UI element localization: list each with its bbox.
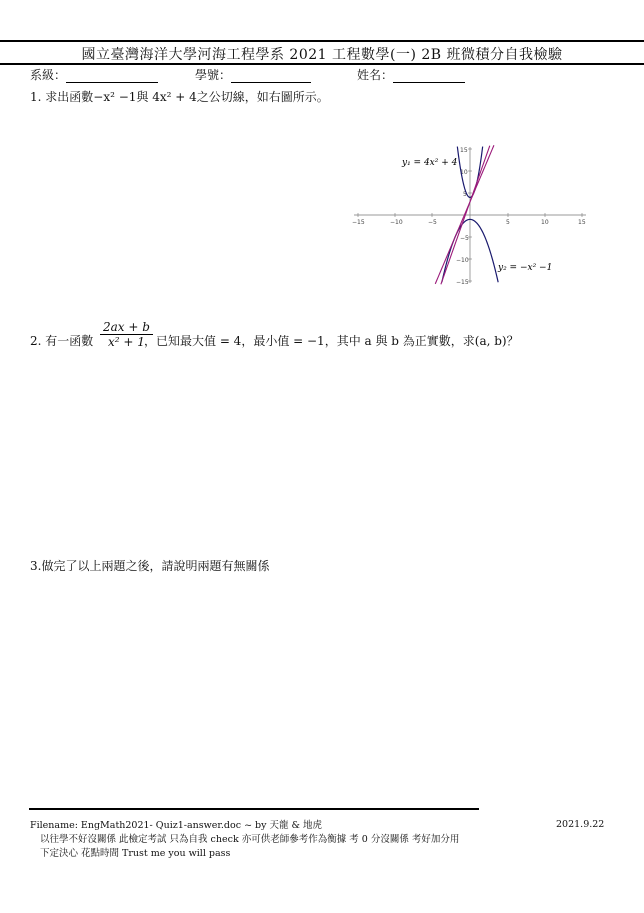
y-tick: 15 — [460, 147, 468, 154]
x-tick: −5 — [428, 219, 437, 226]
footer — [30, 819, 459, 861]
top-rule — [0, 40, 644, 42]
page-title: 國立臺灣海洋大學河海工程學系 2021 工程數學(一) 2B 班微積分自我檢驗 — [81, 47, 563, 63]
question-1: 1. 求出函數−x² −1與 4x² + 4之公切線，如右圖所示。 — [30, 90, 329, 104]
y-tick: −15 — [456, 279, 469, 285]
question-3: 3.做完了以上兩題之後，請說明兩題有無關係 — [30, 559, 270, 573]
y-tick: 10 — [460, 169, 468, 176]
y-tick: −5 — [460, 235, 469, 242]
student-info — [30, 66, 630, 84]
title-rule — [0, 63, 644, 65]
dept-field — [30, 66, 158, 83]
footer-note-1: 以往學不好沒關係 此檢定考試 只為自我 check 亦可供老師參考作為衡據 考 0 分沒關係 考好加分用 — [40, 834, 460, 845]
footer-date: 2021.9.22 — [556, 819, 605, 830]
y-tick: −10 — [456, 257, 469, 264]
y-tick: 5 — [463, 191, 467, 198]
id-field — [195, 66, 311, 83]
question-2 — [30, 320, 630, 360]
q2-suffix: ，已知最大值 = 4，最小值 = −1，其中 a 與 b 為正實數，求(a, b)？ — [144, 334, 519, 348]
footer-rule — [29, 808, 479, 810]
name-field — [357, 66, 465, 83]
footer-filename: Filename: EngMath2021- Quiz1-answer.doc ~ by 天龍 & 地虎 — [30, 820, 323, 831]
x-tick: 10 — [541, 219, 549, 226]
x-tick: 5 — [506, 219, 510, 226]
x-tick: 15 — [578, 219, 586, 226]
q2-numerator: 2ax + b — [100, 320, 153, 335]
y1-label: y₁ = 4x² + 4 — [402, 158, 458, 168]
dept-label: 系級： — [30, 68, 67, 82]
y2-label: y₂ = −x² −1 — [498, 263, 553, 273]
footer-note-2: 下定決心 花點時間 Trust me you will pass — [40, 848, 231, 859]
id-blank[interactable] — [231, 70, 311, 83]
dept-blank[interactable] — [66, 70, 158, 83]
q2-prefix: 2. 有一函數 — [30, 334, 94, 348]
tangent-graph — [350, 145, 590, 285]
x-tick: −15 — [352, 219, 365, 226]
id-label: 學號： — [195, 68, 232, 82]
name-blank[interactable] — [393, 70, 465, 83]
name-label: 姓名： — [357, 68, 394, 82]
x-tick: −10 — [390, 219, 403, 226]
q2-denominator: x² + 1 — [108, 335, 145, 349]
